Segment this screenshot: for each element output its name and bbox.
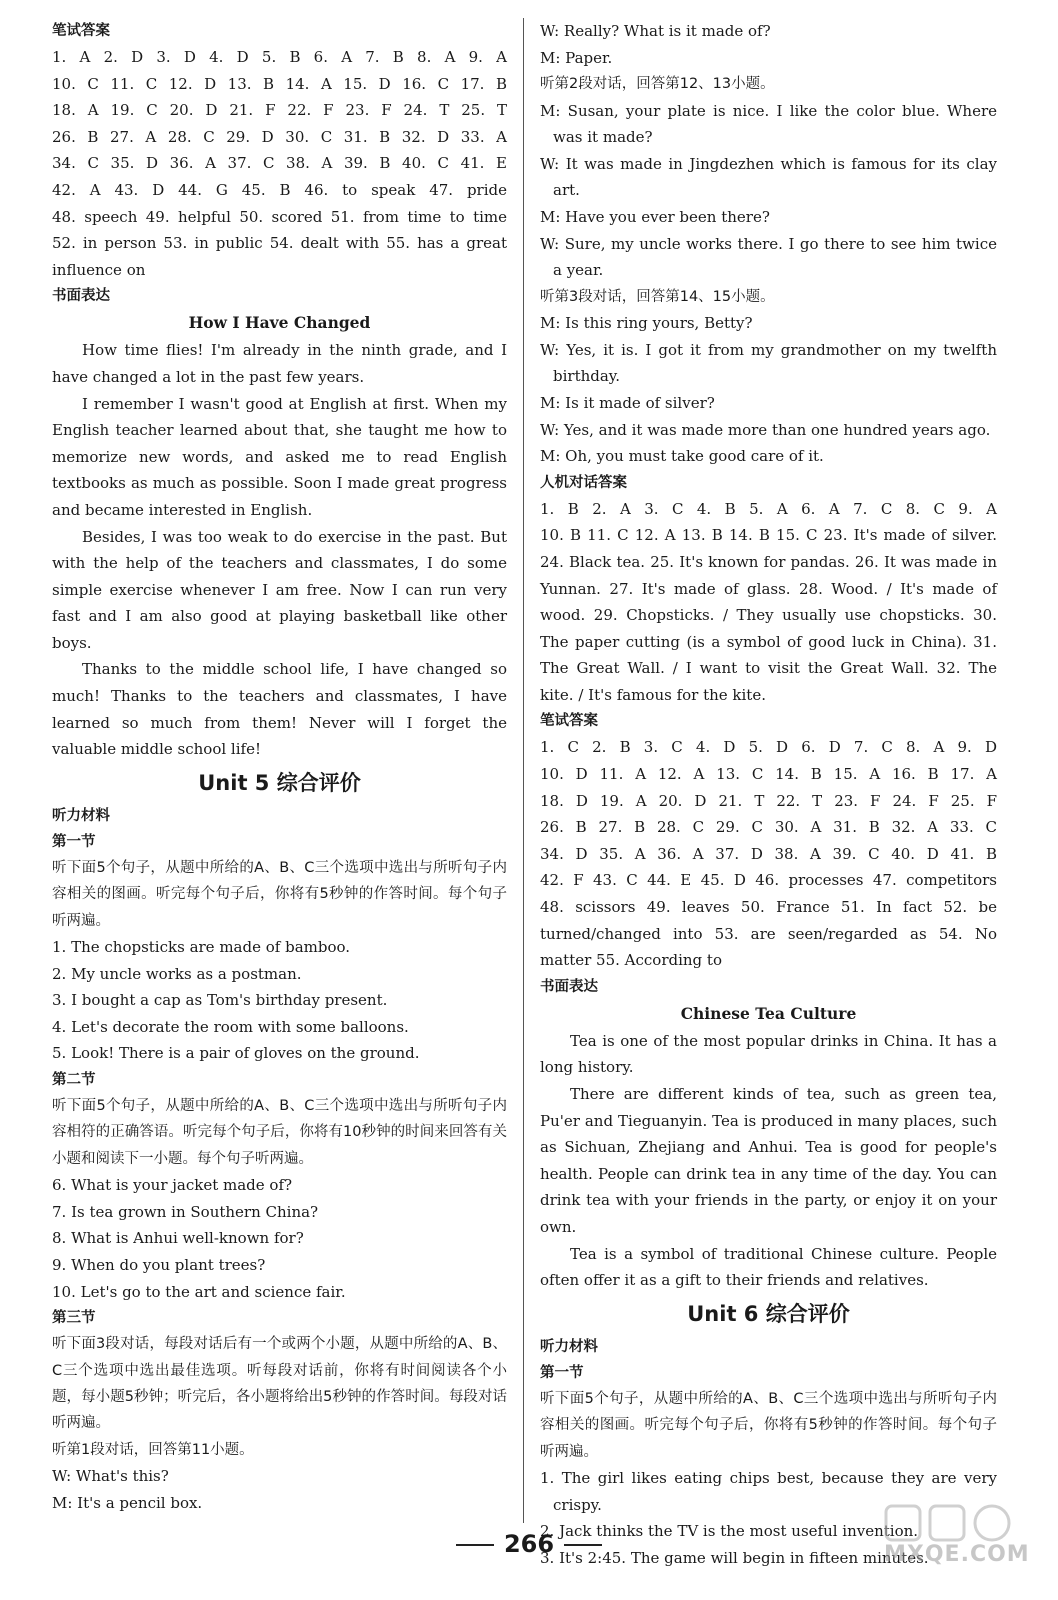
- text-line: M: Is this ring yours, Betty?: [540, 314, 753, 333]
- essay-paragraph: Thanks to the middle school life, I have changed so much! Thanks to the teachers and classmates, I have learned so much from them! Never will I forget the valuable middle school life!: [52, 660, 507, 759]
- text-line: 10. Let's go to the art and science fair.: [52, 1282, 346, 1301]
- instruction-text: 听下面5个句子，从题中所给的A、B、C三个选项中选出与所听句子内容相符的正确答语。听完每个句子后，你将有10秒钟的时间来回答有关小题和阅读下一小题。每个句子听两遍。: [52, 1098, 507, 1167]
- dialogue-line: M: Susan, your plate is nice. I like the color blue. Where was it made?: [540, 101, 997, 147]
- text-line: 9. When do you plant trees?: [52, 1256, 266, 1275]
- section-heading: 书面表达: [540, 978, 598, 995]
- essay-paragraph: How time flies! I'm already in the ninth grade, and I have changed a lot in the past few years.: [52, 341, 507, 386]
- text-line: 2. Jack thinks the TV is the most useful invention.: [540, 1522, 919, 1541]
- page-number-dash-left: [456, 1544, 494, 1546]
- essay-title: Chinese Tea Culture: [680, 1003, 857, 1023]
- section-heading: 笔试答案: [52, 23, 110, 39]
- essay-paragraph: Tea is a symbol of traditional Chinese culture. People often offer it as a gift to their friends and relatives.: [540, 1244, 997, 1290]
- unit-title: Unit 5 综合评价: [198, 770, 361, 795]
- section-heading: 书面表达: [52, 288, 110, 305]
- section-heading: 第二节: [52, 1072, 96, 1089]
- answer-row: 34. D 35. A 36. A 37. D 38. A 39. C 40. D 41. B: [540, 844, 997, 863]
- answer-row: 42. A 43. D 44. G 45. B 46. to speak 47. pride: [52, 180, 507, 199]
- text-paragraph: 48. scissors 49. leaves 50. France 51. In fact 52. be turned/changed into 53. are seen/regarded as 54. No matter 55. According to: [540, 898, 997, 970]
- answer-row: 10. C 11. C 12. D 13. B 14. A 15. D 16. C 17. B: [52, 74, 507, 93]
- essay-title: How I Have Changed: [188, 313, 371, 333]
- section-heading: 人机对话答案: [540, 474, 627, 491]
- instruction-text: 听下面5个句子，从题中所给的A、B、C三个选项中选出与所听句子内容相关的图画。听完每个句子后，你将有5秒钟的作答时间。每个句子听两遍。: [540, 1390, 997, 1460]
- instruction-text: 听下面5个句子，从题中所给的A、B、C三个选项中选出与所听句子内容相关的图画。听完每个句子后，你将有5秒钟的作答时间。每个句子听两遍。: [52, 859, 507, 929]
- answer-row: 48. speech 49. helpful 50. scored 51. from time to time: [52, 207, 507, 226]
- dialogue-line: 1. The girl likes eating chips best, because they are very crispy.: [540, 1468, 997, 1514]
- text-line: 2. My uncle works as a postman.: [52, 964, 302, 983]
- text-line: M: Oh, you must take good care of it.: [540, 447, 824, 466]
- answer-row: 34. C 35. D 36. A 37. C 38. A 39. B 40. C 41. E: [52, 154, 507, 173]
- answer-row: 42. F 43. C 44. E 45. D 46. processes 47. competitors: [540, 871, 997, 890]
- text-line: influence on: [52, 260, 146, 279]
- watermark-logo: [880, 1502, 1030, 1570]
- text-line: 4. Let's decorate the room with some balloons.: [52, 1017, 409, 1036]
- text-line: 8. What is Anhui well-known for?: [52, 1229, 304, 1248]
- unit-title: Unit 6 综合评价: [687, 1301, 850, 1326]
- section-heading: 笔试答案: [540, 713, 598, 730]
- dialogue-line: W: It was made in Jingdezhen which is famous for its clay art.: [540, 154, 997, 200]
- instruction-text: 听第2段对话，回答第12、13小题。: [540, 76, 775, 93]
- section-heading: 听力材料: [52, 807, 110, 824]
- instruction-text: 听第1段对话，回答第11小题。: [52, 1441, 254, 1458]
- page-number-text: 266: [503, 1530, 555, 1558]
- section-heading: 第三节: [52, 1310, 96, 1327]
- text-line: M: It's a pencil box.: [52, 1493, 203, 1512]
- answer-row: 1. C 2. B 3. C 4. D 5. D 6. D 7. C 8. A 9. D: [540, 738, 997, 757]
- text-line: 6. What is your jacket made of?: [52, 1176, 293, 1195]
- answer-row: 18. D 19. A 20. D 21. T 22. T 23. F 24. F 25. F: [540, 791, 997, 810]
- text-line: 1. The chopsticks are made of bamboo.: [52, 938, 351, 957]
- text-line: M: Is it made of silver?: [540, 393, 715, 412]
- dialogue-line: W: Yes, it is. I got it from my grandmother on my twelfth birthday.: [540, 340, 997, 386]
- page-number-dash-right: [564, 1544, 602, 1546]
- essay-paragraph: There are different kinds of tea, such as green tea, Pu'er and Tieguanyin. Tea is produced in many places, such as Sichuan, Zhejiang and Anhui. Tea is good for people's health. People can drink tea in any time of the day. You can drink tea with your friends in the party, or enjoy it on your own.: [540, 1085, 997, 1236]
- answer-row: 26. B 27. B 28. C 29. C 30. A 31. B 32. A 33. C: [540, 818, 997, 837]
- text-line: W: What's this?: [52, 1467, 169, 1486]
- text-paragraph: 10. B 11. C 12. A 13. B 14. B 15. C 23. It's made of silver. 24. Black tea. 25. It's known for pandas. 26. It was made in Yunnan. 27. It's made of glass. 28. Wood. / It's made of wood. 29. Chopsticks. / They usually use chopsticks. 30. The paper cutting (is a symbol of good luck in China). 31. The Great Wall. / I want to visit the Great Wall. 32. The kite. / It's famous for the kite.: [540, 526, 997, 704]
- essay-paragraph: Tea is one of the most popular drinks in China. It has a long history.: [540, 1031, 997, 1077]
- answer-row: 52. in person 53. in public 54. dealt with 55. has a great: [52, 234, 507, 253]
- instruction-text: 听下面3段对话，每段对话后有一个或两个小题，从题中所给的A、B、C三个选项中选出最佳选项。听每段对话前，你将有时间阅读各个小题，每小题5秒钟；听完后，各小题将给出5秒钟的作答时间。每段对话听两遍。: [52, 1336, 507, 1432]
- answer-row: 1. B 2. A 3. C 4. B 5. A 6. A 7. C 8. C 9. A: [540, 499, 997, 518]
- essay-paragraph: Besides, I was too weak to do exercise in the past. But with the help of the teachers and classmates, I do some simple exercise whenever I am free. Now I can run very fast and I am also good at playing basketball like other boys.: [52, 527, 507, 652]
- section-heading: 第一节: [52, 833, 96, 850]
- left-column: [52, 18, 507, 1516]
- answer-row: 26. B 27. A 28. C 29. D 30. C 31. B 32. D 33. A: [52, 127, 507, 146]
- text-line: 3. I bought a cap as Tom's birthday present.: [52, 991, 388, 1010]
- watermark-text: MXQE.COM: [884, 1542, 1030, 1567]
- dialogue-line: W: Sure, my uncle works there. I go there to see him twice a year.: [540, 234, 997, 280]
- answer-row: 18. A 19. C 20. D 21. F 22. F 23. F 24. T 25. T: [52, 101, 507, 120]
- text-line: W: Yes, and it was made more than one hundred years ago.: [540, 420, 991, 439]
- dialogue-line: M: Have you ever been there?: [540, 207, 770, 226]
- watermark-emblem-icon: [880, 1502, 1030, 1546]
- answer-row: 1. A 2. D 3. D 4. D 5. B 6. A 7. B 8. A 9. A: [52, 48, 507, 66]
- right-column: [540, 18, 997, 1571]
- text-line: M: Paper.: [540, 48, 613, 67]
- column-divider: [523, 18, 524, 1523]
- section-heading: 第一节: [540, 1364, 584, 1381]
- text-line: W: Really? What is it made of?: [540, 22, 771, 40]
- text-line: 3. It's 2:45. The game will begin in fifteen minutes.: [540, 1548, 929, 1567]
- instruction-text: 听第3段对话，回答第14、15小题。: [540, 288, 775, 305]
- text-line: 7. Is tea grown in Southern China?: [52, 1202, 319, 1221]
- essay-paragraph: I remember I wasn't good at English at first. When my English teacher learned about that, she taught me how to memorize new words, and asked me to read English textbooks as much as possible. Soon I made great progress and became interested in English.: [52, 394, 507, 519]
- answer-row: 10. D 11. A 12. A 13. C 14. B 15. A 16. B 17. A: [540, 765, 997, 784]
- section-heading: 听力材料: [540, 1338, 598, 1355]
- text-line: 5. Look! There is a pair of gloves on the ground.: [52, 1044, 420, 1063]
